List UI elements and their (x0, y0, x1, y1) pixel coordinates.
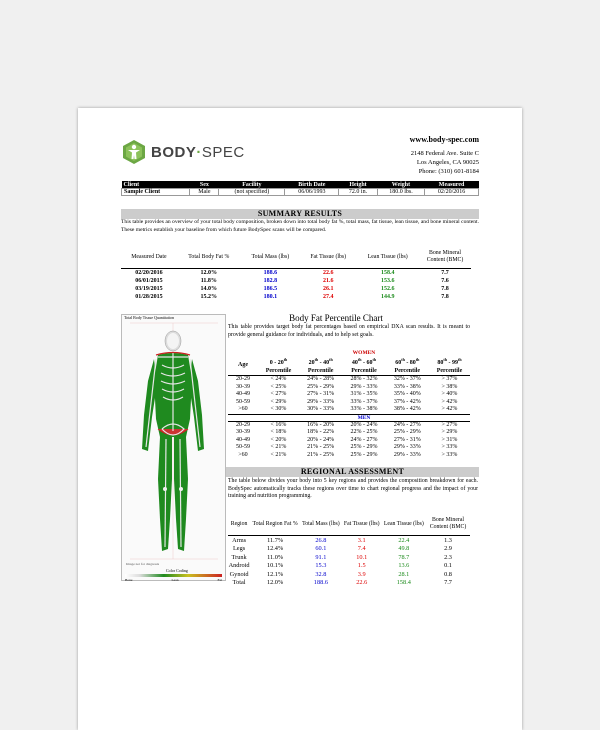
men-row: 20-29 < 16% 16% - 20% 20% - 24% 24% - 27% > 27% (236, 421, 458, 428)
summary-table (121, 246, 471, 301)
summary-fat-pct: 15.2% (200, 294, 218, 300)
percentile-header-row (228, 356, 470, 376)
percentile-col-header: 0 - 20th Percentile (258, 356, 299, 376)
brand-sub: SPEC (201, 143, 245, 161)
summary-date: 01/28/2015 (135, 294, 163, 300)
men-label: MEN (342, 414, 385, 421)
summary-header: Bone Mineral Content (BMC) (426, 250, 464, 263)
summary-row (121, 285, 471, 293)
percentile-col-header: 20th - 40th Percentile (299, 356, 342, 376)
summary-bmc: 7.8 (441, 294, 449, 300)
women-row: 50-59 < 29% 29% - 33% 33% - 37% 37% - 42% > 42% (236, 398, 458, 405)
summary-fat: 21.6 (322, 278, 334, 284)
body-scan-footer: Image not for diagnosis (126, 562, 160, 566)
summary-fat: 27.4 (322, 294, 334, 300)
percentile-description: This table provides target body fat percentages based on empirical DXA scan results. It is meant to provide general guidance for individuals, and to help set goals. (228, 324, 470, 338)
regional-row: Trunk 11.0% 91.1 10.1 78.7 2.3 (231, 553, 452, 561)
summary-lean: 153.6 (380, 278, 395, 284)
regional-header: Lean Tissue (lbs) (383, 520, 424, 527)
summary-header: Measured Date (131, 253, 167, 260)
summary-mass: 186.5 (263, 286, 278, 292)
client-header: Weight (377, 181, 424, 189)
men-row: >60 < 21% 21% - 25% 25% - 29% 29% - 33% > 33% (238, 451, 458, 458)
client-measured: 02/20/2016 (425, 189, 479, 196)
hexagon-logo-icon (121, 139, 147, 165)
summary-header: Total Body Fat % (188, 253, 230, 260)
client-header: Client (122, 181, 190, 189)
report-page (78, 108, 522, 730)
regional-header: Total Mass (lbs) (302, 520, 340, 527)
summary-row (121, 269, 471, 278)
summary-bmc: 7.7 (419, 269, 471, 278)
color-coding-label: Color Coding (166, 568, 188, 573)
body-scan-image (122, 319, 225, 564)
men-row: 30-39 < 18% 18% - 22% 22% - 25% 25% - 29% > 29% (236, 429, 458, 435)
client-header: Sex (190, 181, 219, 189)
client-info-table (121, 181, 479, 196)
percentile-col-header: 60th - 80th Percentile (386, 356, 429, 376)
regional-header: Total Region Fat % (252, 520, 298, 527)
scale-bone: Bone (125, 578, 133, 582)
client-height: 72.0 in. (339, 189, 378, 196)
regional-title: REGIONAL ASSESSMENT (226, 467, 479, 477)
age-header: Age (228, 356, 258, 376)
summary-title: SUMMARY RESULTS (121, 209, 479, 219)
summary-bmc: 7.8 (441, 286, 449, 292)
scale-lean: Lean (171, 578, 179, 582)
summary-fat-pct: 14.0% (200, 286, 218, 292)
percentile-table (228, 350, 470, 459)
body-scan-title: Total Body Tissue Quantitation (124, 315, 175, 320)
summary-header: Fat Tissue (lbs) (310, 253, 347, 260)
summary-header: Total Mass (lbs) (251, 253, 290, 260)
color-coding-bar (125, 574, 222, 577)
summary-bmc: 7.6 (441, 278, 449, 284)
regional-header: Fat Tissue (lbs) (343, 520, 380, 527)
brand-dot: · (196, 143, 202, 161)
regional-row: Android 10.1% 15.3 1.5 13.6 0.1 (228, 562, 452, 570)
regional-description: The table below divides your body into 5 key regions and provides the composition breakdown for each. BodySpec automatically tracks these regions over time to chart regional progress and the impact of your training and nutrition programming. (228, 478, 478, 499)
summary-row (121, 277, 471, 285)
bodyspec-logo (121, 139, 245, 165)
client-header: Measured (425, 181, 479, 189)
client-header: Facility (219, 181, 285, 189)
summary-date: 02/20/2016 (121, 269, 177, 278)
client-sex: Male (190, 189, 219, 196)
regional-row: Arms 11.7% 26.8 3.1 22.4 1.3 (228, 536, 470, 545)
client-birth-date: 06/06/1993 (285, 189, 339, 196)
women-row: >60 < 30% 30% - 33% 33% - 38% 38% - 42% > 42% (228, 406, 470, 414)
percentile-col-header: 40th - 60th Percentile (342, 356, 385, 376)
regional-row: Total 12.0% 188.6 22.6 158.4 7.7 (232, 579, 452, 587)
regional-table (228, 513, 470, 587)
women-label: WOMEN (352, 350, 376, 356)
regional-row: Gynoid 12.1% 32.8 3.9 28.1 0.8 (229, 570, 452, 578)
women-row: 20-29 < 24% 24% - 28% 28% - 32% 32% - 37% > 37% (236, 376, 458, 382)
women-row: 30-39 < 25% 25% - 29% 29% - 33% 33% - 38% > 38% (236, 383, 458, 390)
brand-main: BODY (151, 143, 197, 161)
client-header: Birth Date (285, 181, 339, 189)
summary-lean: 144.9 (380, 294, 395, 300)
summary-mass: 180.1 (263, 294, 278, 300)
phone-line: Phone: (310) 601-8184 (418, 168, 479, 175)
client-header: Height (339, 181, 378, 189)
women-row: 40-49 < 27% 27% - 31% 31% - 35% 35% - 40% > 40% (236, 391, 458, 397)
body-scan-panel (121, 314, 226, 581)
summary-fat: 26.1 (322, 286, 334, 292)
summary-lean: 152.6 (380, 286, 395, 292)
regional-header: Bone Mineral Content (BMC) (429, 517, 467, 530)
scale-fat: Fat (217, 578, 222, 582)
men-row: 40-49 < 20% 20% - 24% 24% - 27% 27% - 31% > 31% (236, 436, 458, 443)
percentile-title: Body Fat Percentile Chart (289, 313, 383, 323)
summary-mass: 182.8 (263, 278, 278, 284)
percentile-col-header: 80th - 99th Percentile (429, 356, 470, 376)
summary-fat-pct: 12.0% (177, 269, 241, 278)
men-label-row (228, 414, 470, 421)
client-facility: (not specified) (219, 189, 285, 196)
summary-header: Lean Tissue (lbs) (367, 253, 408, 260)
client-weight: 180.0 lbs. (377, 189, 424, 196)
summary-mass: 188.6 (241, 269, 300, 278)
regional-header: Region (230, 520, 248, 527)
summary-row (121, 293, 471, 301)
men-row: 50-59 < 21% 21% - 25% 25% - 29% 29% - 33% > 33% (236, 444, 458, 450)
summary-fat: 22.6 (300, 269, 357, 278)
website-link[interactable]: www.body-spec.com (409, 135, 479, 144)
summary-date: 06/01/2015 (135, 278, 163, 284)
summary-fat-pct: 11.8% (200, 278, 217, 284)
summary-date: 03/19/2015 (135, 286, 163, 292)
address-line: Los Angeles, CA 90025 (416, 159, 479, 166)
address-line: 2148 Federal Ave. Suite C (410, 150, 479, 157)
regional-row: Legs 12.4% 60.1 7.4 49.8 2.9 (232, 545, 452, 553)
client-name: Sample Client (122, 189, 190, 196)
summary-lean: 158.4 (356, 269, 419, 278)
address-block (411, 149, 479, 176)
summary-description: This table provides an overview of your total body composition, broken down into total body fat %, total mass, fat tissue, lean tissue, and bone mineral content. These metrics establish your baseline from which future BodySpec scans will be compared. (121, 219, 479, 233)
